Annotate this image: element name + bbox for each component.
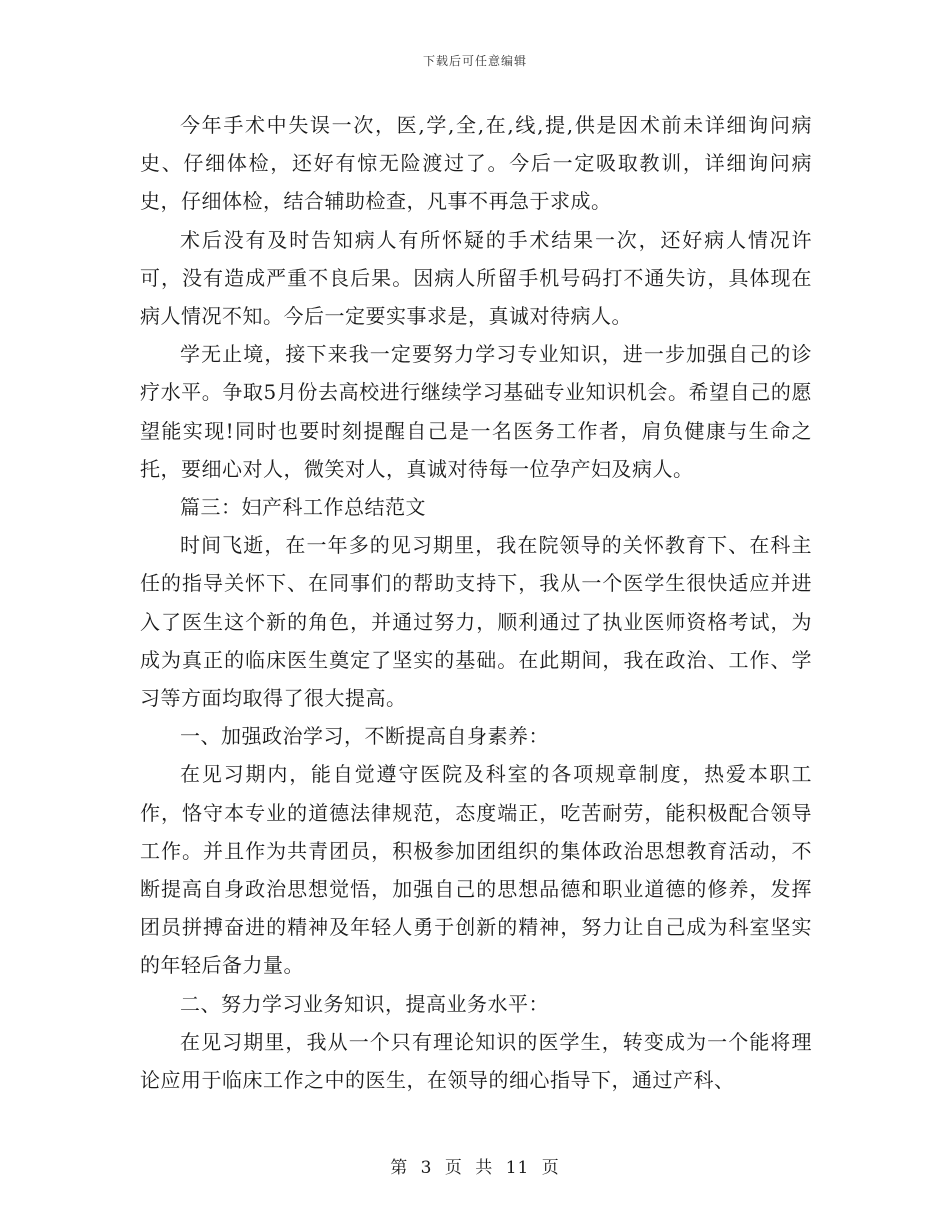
paragraph-political-study: 在见习期内，能自觉遵守医院及科室的各项规章制度，热爱本职工作，恪守本专业的道德法律规范，态度端正，吃苦耐劳，能积极配合领导工作。并且作为共青团员，积极参加团组织的集体政治思想教育活动，不断提高自身政治思想觉悟，加强自己的思想品德和职业道德的修养，发挥团员拼搏奋进的精神及年轻人勇于创新的精神，努力让自己成为科室坚实的年轻后备力量。 [140,762,812,978]
heading-political-study: 一、加强政治学习，不断提高自身素养： [180,724,549,749]
paragraph-professional-study: 在见习期里，我从一个只有理论知识的医学生，转变成为一个能将理论应用于临床工作之中的医生，在领导的细心指导下，通过产科、 [140,1029,812,1093]
section-title-part-three: 篇三：妇产科工作总结范文 [180,495,426,520]
page-header: 下载后可任意编辑 [422,54,527,68]
document-body [140,106,812,1099]
paragraph-postop-notice: 术后没有及时告知病人有所怀疑的手术结果一次，还好病人情况许可，没有造成严重不良后果。因病人所留手机号码打不通失访，具体现在病人情况不知。今后一定要实事求是，真诚对待病人。 [140,227,812,329]
paragraph-internship-summary: 时间飞逝，在一年多的见习期里，我在院领导的关怀教育下、在科主任的指导关怀下、在同事们的帮助支持下，我从一个医学生很快适应并进入了医生这个新的角色，并通过努力，顺利通过了执业医师资格考试，为成为真正的临床医生奠定了坚实的基础。在此期间，我在政治、工作、学习等方面均取得了很大提高。 [140,533,812,711]
paragraph-surgery-error: 今年手术中失误一次，医,学,全,在,线,提,供是因术前未详细询问病史、仔细体检，还好有惊无险渡过了。今后一定吸取教训，详细询问病史，仔细体检，结合辅助检查，凡事不再急于求成。 [140,113,812,214]
paragraph-learning-goals: 学无止境，接下来我一定要努力学习专业知识，进一步加强自己的诊疗水平。争取5月份去高校进行继续学习基础专业知识机会。希望自己的愿望能实现!同时也要时刻提醒自己是一名医务工作者，肩负健康与生命之托，要细心对人，微笑对人，真诚对待每一位孕产妇及病人。 [140,342,812,481]
page-number-footer: 第 3 页 共 11 页 [390,1158,560,1178]
heading-professional-study: 二、努力学习业务知识，提高业务水平： [180,991,549,1016]
